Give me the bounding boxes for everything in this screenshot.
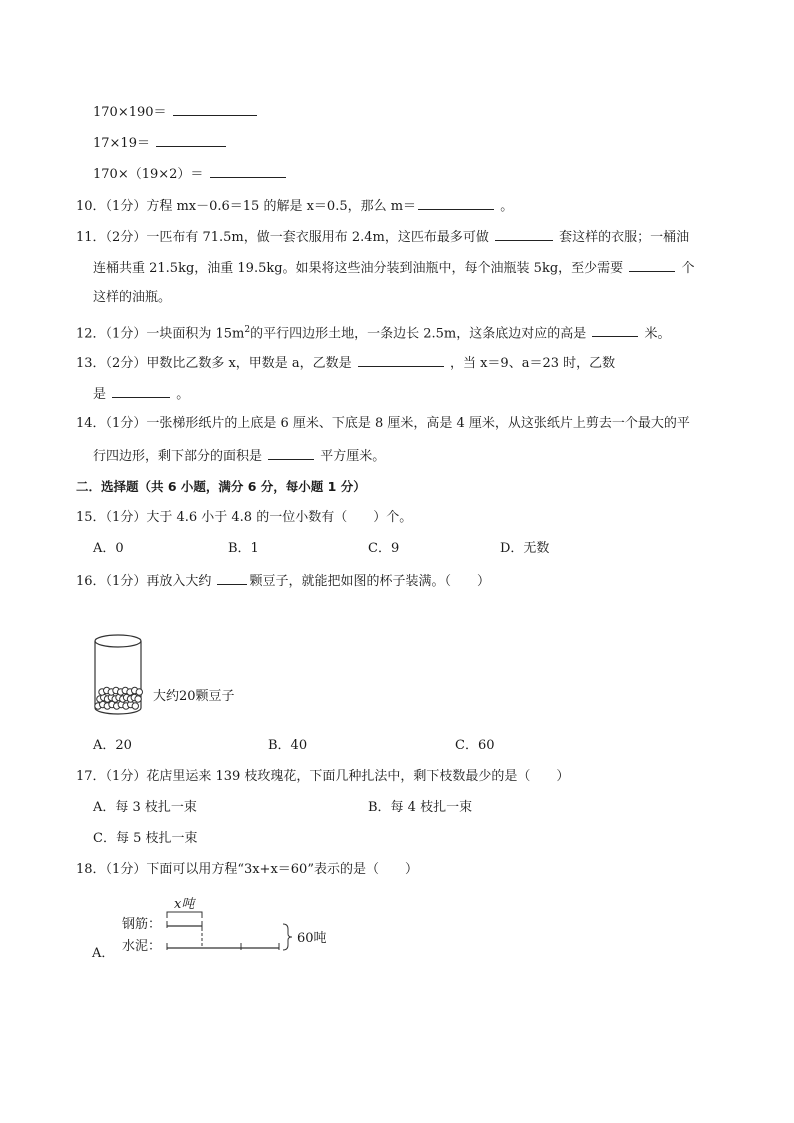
answer-blank[interactable]: [495, 227, 553, 241]
question-13-line-1: [76, 353, 615, 373]
cup-figure: [90, 630, 260, 725]
question-17: 17．（1分）花店里运来 139 枝玫瑰花，下面几种扎法中，剩下枝数最少的是（ ）: [76, 769, 570, 784]
diagram-top-label: x吨: [174, 897, 195, 912]
option-b[interactable]: B．40: [268, 738, 308, 753]
row-label-cement: 水泥：: [122, 939, 162, 954]
question-text: 是: [93, 387, 107, 402]
question-14-line-2: [93, 446, 385, 466]
option-c[interactable]: C．每 5 枝扎一束: [93, 831, 198, 846]
question-11-line-3: [93, 289, 171, 307]
calc-line-3: [93, 164, 288, 184]
answer-blank[interactable]: [418, 196, 494, 210]
total-label: 60吨: [297, 931, 327, 946]
question-text: 个: [681, 261, 695, 276]
calc-text: 170×（19×2）＝: [93, 167, 204, 182]
question-text: 颗豆子，就能把如图的杯子装满。（ ）: [249, 574, 490, 589]
question-11-line-1: [76, 227, 689, 247]
question-text: 套这样的衣服；一桶油: [559, 230, 690, 245]
calc-line-2: [93, 133, 228, 153]
question-text: 14．（1分）一张梯形纸片的上底是 6 厘米、下底是 8 厘米，高是 4 厘米，从这张纸片上剪去一个最大的平: [76, 416, 690, 431]
top-brace: [167, 912, 202, 918]
question-text: 这样的油瓶。: [93, 290, 172, 305]
bean-icon: [136, 689, 142, 695]
question-text: 11．（2分）一匹布有 71.5m，做一套衣服用布 2.4m，这匹布最多可做: [76, 230, 489, 245]
answer-blank[interactable]: [173, 102, 257, 116]
option-c[interactable]: C．60: [455, 738, 495, 753]
option-b[interactable]: B．每 4 枝扎一束: [368, 800, 473, 815]
question-text: 10．（1分）方程 mx－0.6＝15 的解是 x＝0.5，那么 m＝: [76, 199, 417, 214]
answer-blank[interactable]: [217, 571, 247, 585]
calc-text: 170×190＝: [93, 105, 167, 120]
section-heading: 二．选择题（共 6 小题，满分 6 分，每小题 1 分）: [76, 479, 366, 494]
question-16: [76, 571, 490, 591]
option-a[interactable]: A．0: [93, 541, 124, 556]
question-15: 15．（1分）大于 4.6 小于 4.8 的一位小数有（ ）个。: [76, 510, 413, 525]
question-text: ，当 x＝9、a＝23 时，乙数: [449, 356, 616, 371]
option-a[interactable]: A．20: [93, 738, 132, 753]
option-a-label: A．: [92, 946, 115, 961]
option-a[interactable]: A．每 3 枝扎一束: [93, 800, 197, 815]
question-18: 18．（1分）下面可以用方程“3x+x＝60”表示的是（ ）: [76, 862, 418, 877]
superscript: 2: [244, 325, 251, 335]
bean-icon: [135, 696, 141, 702]
question-text: 。: [176, 387, 190, 402]
answer-blank[interactable]: [210, 164, 286, 178]
question-text: 。: [500, 199, 514, 214]
answer-blank[interactable]: [592, 323, 638, 337]
question-text: 平方厘米。: [320, 449, 386, 464]
answer-blank[interactable]: [268, 446, 314, 460]
question-13-line-2: [93, 384, 189, 404]
figure-label: 大约20颗豆子: [153, 689, 235, 704]
beans-icon: [95, 687, 143, 709]
question-text: 米。: [644, 326, 671, 342]
question-text: 16．（1分）再放入大约: [76, 574, 212, 589]
question-11-line-2: [93, 258, 694, 278]
question-14-line-1: [76, 415, 690, 433]
question-12: [76, 321, 671, 343]
right-brace: [283, 924, 292, 950]
bean-icon: [132, 703, 138, 709]
question-text: 连桶共重 21.5kg，油重 19.5kg。如果将这些油分装到油瓶中，每个油瓶装 5kg，至少需要: [93, 261, 624, 276]
question-text: 的平行四边形土地，一条边长 2.5m，这条底边对应的高是: [250, 326, 587, 342]
answer-blank[interactable]: [156, 133, 226, 147]
answer-blank[interactable]: [358, 353, 444, 367]
answer-blank[interactable]: [629, 258, 675, 272]
calc-text: 17×19＝: [93, 136, 150, 151]
question-text: 13．（2分）甲数比乙数多 x，甲数是 a，乙数是: [76, 356, 352, 371]
row-label-steel: 钢筋：: [122, 917, 162, 932]
question-10: [76, 196, 513, 216]
option-d[interactable]: D．无数: [500, 541, 550, 556]
question-text: 行四边形，剩下部分的面积是: [93, 449, 263, 464]
option-b[interactable]: B．1: [228, 541, 259, 556]
answer-blank[interactable]: [112, 384, 170, 398]
option-c[interactable]: C．9: [368, 541, 400, 556]
question-text: 12．（1分）一块面积为 15m: [76, 326, 245, 342]
calc-line-1: [93, 102, 259, 122]
line-segment-diagram[interactable]: [90, 892, 350, 964]
